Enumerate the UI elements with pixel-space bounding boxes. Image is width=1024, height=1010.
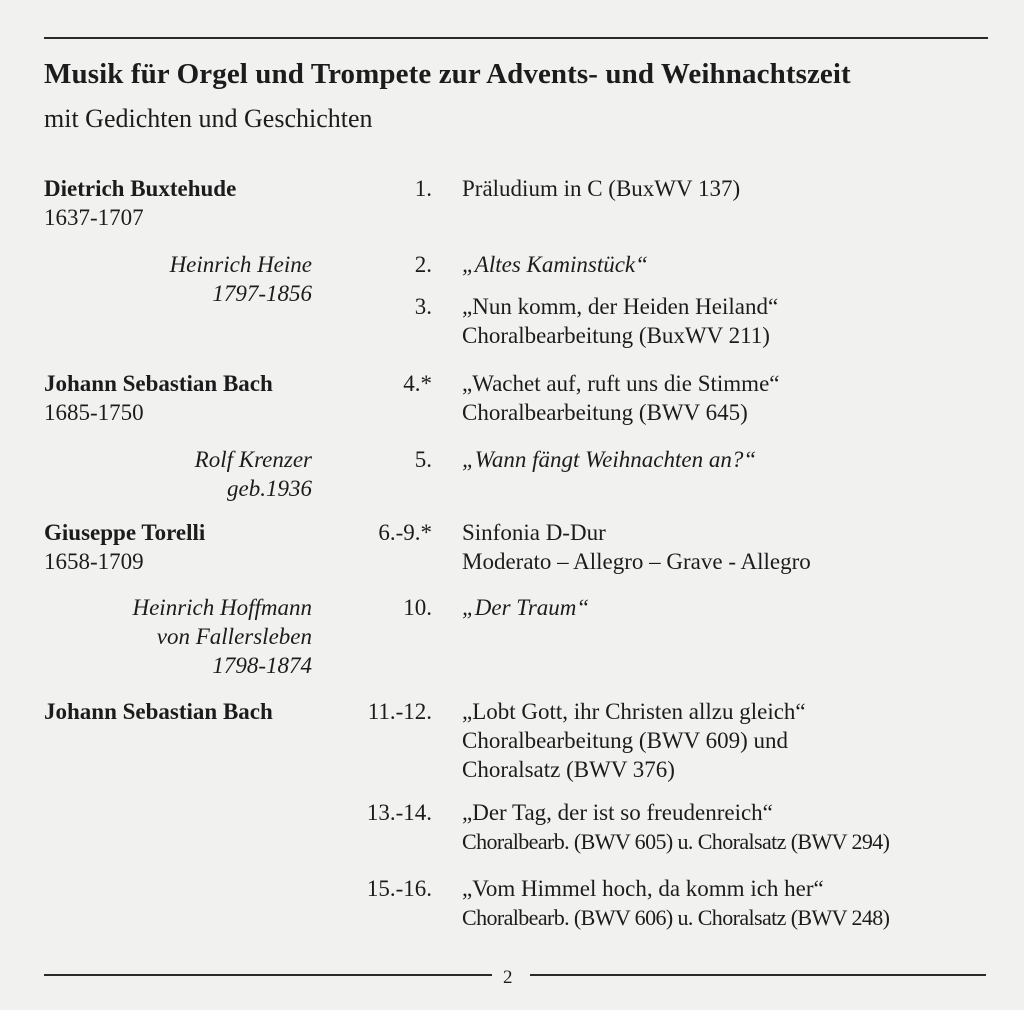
footer-rule-right xyxy=(530,974,986,976)
composer-dates: 1658-1709 xyxy=(44,549,144,574)
track-number: 2. xyxy=(414,252,432,277)
poet-line: geb.1936 xyxy=(227,476,312,501)
composer-dates: 1685-1750 xyxy=(44,400,144,425)
poet-line: Heinrich Heine xyxy=(169,252,312,277)
track-number: 11.-12. xyxy=(367,699,432,724)
track-line: „Der Traum“ xyxy=(462,595,590,620)
track-number: 1. xyxy=(414,176,432,201)
track-15-16-work xyxy=(462,874,889,932)
track-line: Choralsatz (BWV 376) xyxy=(462,757,675,782)
track-13-14-work xyxy=(462,798,889,856)
page-subtitle: mit Gedichten und Geschichten xyxy=(44,104,373,133)
composer-bach-2 xyxy=(44,697,273,726)
track-line: Choralbearb. (BWV 606) u. Choralsatz (BWV 248) xyxy=(462,905,890,930)
track-line: „Nun komm, der Heiden Heiland“ xyxy=(462,294,779,319)
track-line: Moderato – Allegro – Grave - Allegro xyxy=(462,549,811,574)
track-3-work xyxy=(462,292,778,350)
track-line: Choralbearbeitung (BuxWV 211) xyxy=(462,323,770,348)
track-5-work xyxy=(462,445,756,474)
poet-line: Heinrich Hoffmann xyxy=(132,595,312,620)
track-number: 4.* xyxy=(403,371,432,396)
poet-krenzer xyxy=(195,445,312,503)
track-line: Choralbearbeitung (BWV 609) und xyxy=(462,728,788,753)
track-line: Sinfonia D-Dur xyxy=(462,520,606,545)
poet-line: Rolf Krenzer xyxy=(194,447,312,472)
composer-dates: 1637-1707 xyxy=(44,205,144,230)
footer-rule-left xyxy=(44,974,492,976)
track-line: Präludium in C (BuxWV 137) xyxy=(462,176,741,201)
composer-torelli xyxy=(44,518,205,576)
track-line: „Vom Himmel hoch, da komm ich her“ xyxy=(462,876,824,901)
track-line: Choralbearbeitung (BWV 645) xyxy=(462,400,748,425)
poet-heine xyxy=(170,250,312,308)
track-number: 5. xyxy=(414,447,432,472)
track-number: 10. xyxy=(403,595,432,620)
track-line: „Der Tag, der ist so freudenreich“ xyxy=(462,800,773,825)
track-line: „Wann fängt Weihnachten an?“ xyxy=(462,447,757,472)
top-rule xyxy=(44,37,988,39)
track-10-work xyxy=(462,593,589,622)
track-line: „Wachet auf, ruft uns die Stimme“ xyxy=(462,371,780,396)
track-line: „Lobt Gott, ihr Christen allzu gleich“ xyxy=(462,699,806,724)
track-number: 3. xyxy=(414,294,432,319)
composer-buxtehude xyxy=(44,174,236,232)
page-number: 2 xyxy=(503,967,513,988)
page-title: Musik für Orgel und Trompete zur Advents- und Weihnachtszeit xyxy=(44,58,851,90)
composer-name: Johann Sebastian Bach xyxy=(44,371,273,396)
track-1-work xyxy=(462,174,740,203)
track-11-12-work xyxy=(462,697,806,784)
track-2-work xyxy=(462,250,648,279)
track-4-work xyxy=(462,369,780,427)
poet-hoffmann xyxy=(132,593,312,680)
composer-name: Dietrich Buxtehude xyxy=(44,176,237,201)
track-line: „Altes Kaminstück“ xyxy=(462,252,648,277)
poet-line: 1797-1856 xyxy=(212,281,312,306)
track-line: Choralbearb. (BWV 605) u. Choralsatz (BWV 294) xyxy=(462,829,890,854)
track-number: 6.-9.* xyxy=(378,520,432,545)
composer-name: Giuseppe Torelli xyxy=(44,520,206,545)
composer-name: Johann Sebastian Bach xyxy=(44,699,273,724)
composer-bach-1 xyxy=(44,369,273,427)
poet-line: 1798-1874 xyxy=(212,653,312,678)
track-number: 15.-16. xyxy=(366,876,432,901)
track-6-9-work xyxy=(462,518,811,576)
poet-line: von Fallersleben xyxy=(156,624,312,649)
track-number: 13.-14. xyxy=(366,800,432,825)
